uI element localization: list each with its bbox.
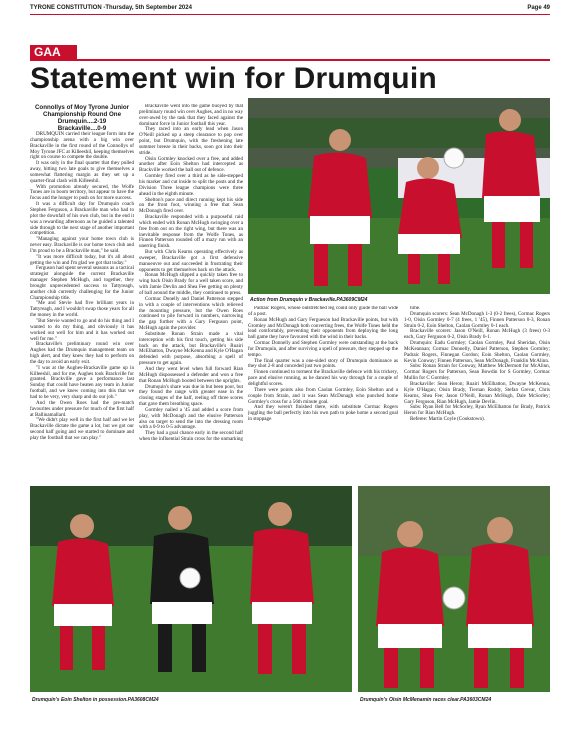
article-column-1	[30, 104, 134, 508]
paragraph: Substitute Ronan Strain made a vital interception with his first touch, getting his side back on the attack, but Brackaville's Ruairi McElhatton, Dwayne McKenna and Kyle O'Hagan defended with purpose, absorbing a spell of pressure to get again.	[139, 330, 243, 367]
paragraph: And the Owen Roes had the pre-match favourites under pressure for much of the first half at Ballinamallard.	[30, 399, 134, 418]
paragraph: But with Chris Kearns operating effectively as sweeper, Brackaville got a first defensive manoeuvre out and succeeded in frustrating their opponents to get themselves back on the attack.	[139, 249, 243, 273]
page-number: Page 49	[527, 5, 550, 11]
section-rule	[30, 59, 550, 61]
paragraph: They had a goal chance early in the second half when the influential Strain cross for the unmarking	[139, 430, 243, 443]
paragraph: Gormley nailed a '45 and added a score from play, with McDonagh and the elusive Patterson also on target to send the into the dressing room with a 0-9 to 0-5 advantage.	[139, 406, 243, 431]
publication-date: TYRONE CONSTITUTION -Thursday, 5th September 2024	[30, 5, 192, 11]
kicker-line: Brackaville....0-9	[57, 125, 107, 132]
paragraph: It was a difficult day for Drumquin coach Stephen Ferguson, a Brackaville man who had to plot the downfall of his own club, but in the end it was a rewarding afternoon as he guided a talented side through to the next stage of another important competition.	[30, 201, 134, 237]
paragraph: "It was more difficult today, but it's all about getting the win and I'm glad we got that today."	[30, 253, 134, 266]
paragraph: Brackaville's preliminary round win over Aughes had the Drumquin management team on high alert, and they knew they had to perform on the day to avoid an early exit.	[30, 341, 134, 365]
paragraph: Cormac Donelly and Daniel Patterson stepped in with a couple of interventions which relieved the mounting pressure, but the Owen Roes continued to pile forward in numbers, narrowing the gap further with a Gary Ferguson point, McHugh again the provider.	[139, 295, 243, 332]
paragraph: The final quarter was a one-sided story of Drumquin dominance as they shot 2-8 and conceded just two points.	[248, 357, 398, 370]
paragraph: They raced into an early lead when Jason O'Neill picked up a steep clearance to pop over point, but Drumquin, with the freshening late summer breeze in their backs, soon got into their stride.	[139, 126, 243, 156]
paragraph: Drumquin's share was due in but been poor, but they found the range with greater ease in the closing stages of the half, reeling off three scores that gave them breathing space.	[139, 383, 243, 408]
paragraph: Oisin Gormley knocked over a free, and added another after Eoin Shelton had intercepted as Brackville worked the ball out of defence.	[139, 155, 243, 174]
paragraph: "But Stevie wanted to go and do his thing and I wanted to do my thing, and obviously it has worked out well for him and it has worked out well for me."	[30, 318, 134, 342]
paragraph: Subs: Ryan Bell for McSorley, Ryan McElhatton for Brady, Patrick Heron for Rian McHugh.	[404, 404, 550, 417]
paragraph: Brackaville responded with a purposeful raid which ended with Ronan McHugh swinging over a free from out on the right wing, but there was an inevitable response from the Wolfe Tones, as Finnen Patterson rounded off a mazy run with an unerring finish.	[139, 214, 243, 250]
paragraph: "Me and Stevie had five brilliant years in Tattyreagh, and I wouldn't swap those years for all the money in the world.	[30, 300, 134, 319]
photo-caption-top: Action from Drumquin v Brackaville.PA3609CM24	[250, 297, 368, 303]
paragraph: Finnen continued to torment the Brackaville defence with his trickery, pace and elusive running, as he danced his way through for a couple of delightful scores.	[248, 369, 398, 387]
article-column-3	[248, 306, 398, 476]
match-photo-top	[248, 98, 550, 294]
kicker-line: Championship Round One	[42, 111, 122, 118]
match-photo-bottom-left	[30, 486, 352, 692]
paragraph: Ronan McHugh and Gary Fergueson had Brackaville points, but with Gromley and McDonagh both converting frees, the Wolfe Tones held the lead comfortably, preventing their opponents from deploying the long ball game they have favoured with the wind in their backs.	[248, 316, 398, 341]
section-tag: GAA	[30, 45, 77, 60]
photo-caption-bottom-right: Drumquin's Oisin McMenamin races clear.PA3603CM24	[360, 697, 492, 703]
match-photo-bottom-right	[358, 486, 550, 692]
paragraph: With promotion already secured, the Wolfe Tones are in boom territory, but appear to have the focus and the hunger to push on for more success.	[30, 183, 134, 202]
paragraph: And they went level when full forward Rian McHugh dispossessed a defender and won a free that Ronan McHugh booted between the uprights.	[139, 365, 243, 384]
page-header	[30, 4, 550, 15]
article-column-4	[404, 306, 550, 476]
paragraph: Cormac Donnelly and Stephen Gormley were outstanding at the back for Drumquin, and after surviving a spell of pressure, they stepped up the tempo.	[248, 340, 398, 358]
paragraph: Subs: Ronan Strain for Conway, Matthew McDermott for McAlinn, Cormac Rogers for Patterson, Sean Bowdin for S Gormley, Cormac Mullin for C Gormley.	[404, 363, 550, 382]
paragraph: Referee: Martin Coyle (Cookstown).	[410, 416, 485, 423]
paragraph: "I was at the Aughes-Brackaville game up in Killeeshil, and for me, Aughes took Brackville for granted. Brackville gave a performance last Sunday that could have beaten any team in Junior football, and we knew coming into this that we had to be very, very sharp and do our job."	[30, 364, 134, 400]
paragraph: Shelton's pace and direct running kept his side on the front foot, winning a free that Sean McDonagh fired over.	[139, 196, 243, 215]
paragraph: There were points also from Caolan Gormley, Eoin Shelton and a couple from Strain, and it was Sean McDonagh who punched home Gormley's cross for a 56th minute goal.	[248, 386, 398, 405]
paragraph: And they weren't finished there, with substitute Cormac Rogers juggling the ball perfectly into his own path to poke home a second goal in stoppage	[248, 404, 398, 423]
paragraph: Drumquin: Eadu Gormley; Caolan Gormley, Paul Sheridan, Oisin McKeannan; Cormac Donnelly, Daniel Patterson, Stephen Gormley; Padraic Rogers, Finnegan Gordon; Eoin Shelton, Caolan Gormley, Kevin Conway; Finnen Patterson, Sean McDonagh, Franklin McAlinn.	[404, 340, 550, 364]
paragraph: "Managing against your home town club is never easy. Brackaville is our home town club and I'm proud to be a Brackaville man," he said.	[30, 236, 134, 254]
article-column-2	[139, 104, 243, 508]
headline: Statement win for Drumquin	[30, 62, 437, 95]
match-kicker	[30, 104, 134, 132]
kicker-line: Connollys of Moy Tyrone Junior	[34, 104, 130, 111]
kicker-line: Drumquin....2-19	[57, 118, 107, 125]
paragraph: Gormley fired over a third as he side-stepped his marker and cut inside to split the posts and the Division Three league champions were three ahead in the eighth minute.	[139, 173, 243, 197]
paragraph: time.	[410, 306, 421, 311]
paragraph: Ferguson had spent several seasons as a tactical strategist alongside the current Brackaville manager Stephen McHugh, and together, they brought unprecedented success to Tattyreagh, another club currently challenging for the Junior Championship title.	[30, 265, 134, 301]
paragraph: "We didn't play well in the first half and we let Brackaville dictate the game a lot, but we got our second half going and we started to dominate and play the football that we can play."	[30, 417, 134, 441]
paragraph: Brackaville scorers: Jason O'Neill, Ronan McHugh (3 frees) 0-3 each, Gary Ferguson 0-2, Oisin Brady 0-1.	[404, 328, 550, 341]
paragraph: Brackaville went into the game buoyed by that preliminary round win over Aughes, and in no way over-awed by the task that they faced against the dominant force in Junior football this year.	[139, 104, 243, 127]
paragraph: Padraic Rogers, whose outstretched leg could only guide the ball wide of a post.	[248, 306, 398, 317]
paragraph: Ronan McHugh slipped a quickly taken free to wing back Oisin Brady for a well taken score, and with Jamie Devlin and Shea Fee getting on plenty of ball around the middle, they continued to press.	[139, 272, 243, 296]
paragraph: Drumquin scorers: Sean McDonagh 1-3 (0-2 frees), Cormac Rogers 1-0, Oisin Gormley 0-7 (4 frees, 1 '45), Finnen Patterson 0-3, Ronan Strain 0-2, Eoin Shelton, Caolan Gormley 0-1 each.	[404, 310, 550, 329]
paragraph: It was only in the final quarter that they pulled away, hitting two late goals to give themselves a somewhat flattering margin as they set up a quarter-final clash with Killeeshil.	[30, 160, 134, 184]
paragraph: Brackaville: Sean Heron; Ruairi McElhatton, Dwayne McKenna, Kyle O'Hagan; Oisin Brady, Tiernan Roddy, Stefan Grevar, Chris Kearns, Shea Fee; Jason O'Neill, Ronan McHugh, Dale McSorley; Gary Ferguson, Rian McHugh, Jamie Devlin.	[404, 380, 550, 405]
photo-caption-bottom-left: Drumquin's Eoin Shelton in possession.PA3608CM24	[32, 697, 159, 703]
paragraph: DRUMQUIN carried their league form into the championship arena with a big win over Brackaville in the first round of the Connollys of Moy Tyrone JFC at Killeeshil, keeping themselves right on course to compete the double.	[30, 131, 134, 161]
